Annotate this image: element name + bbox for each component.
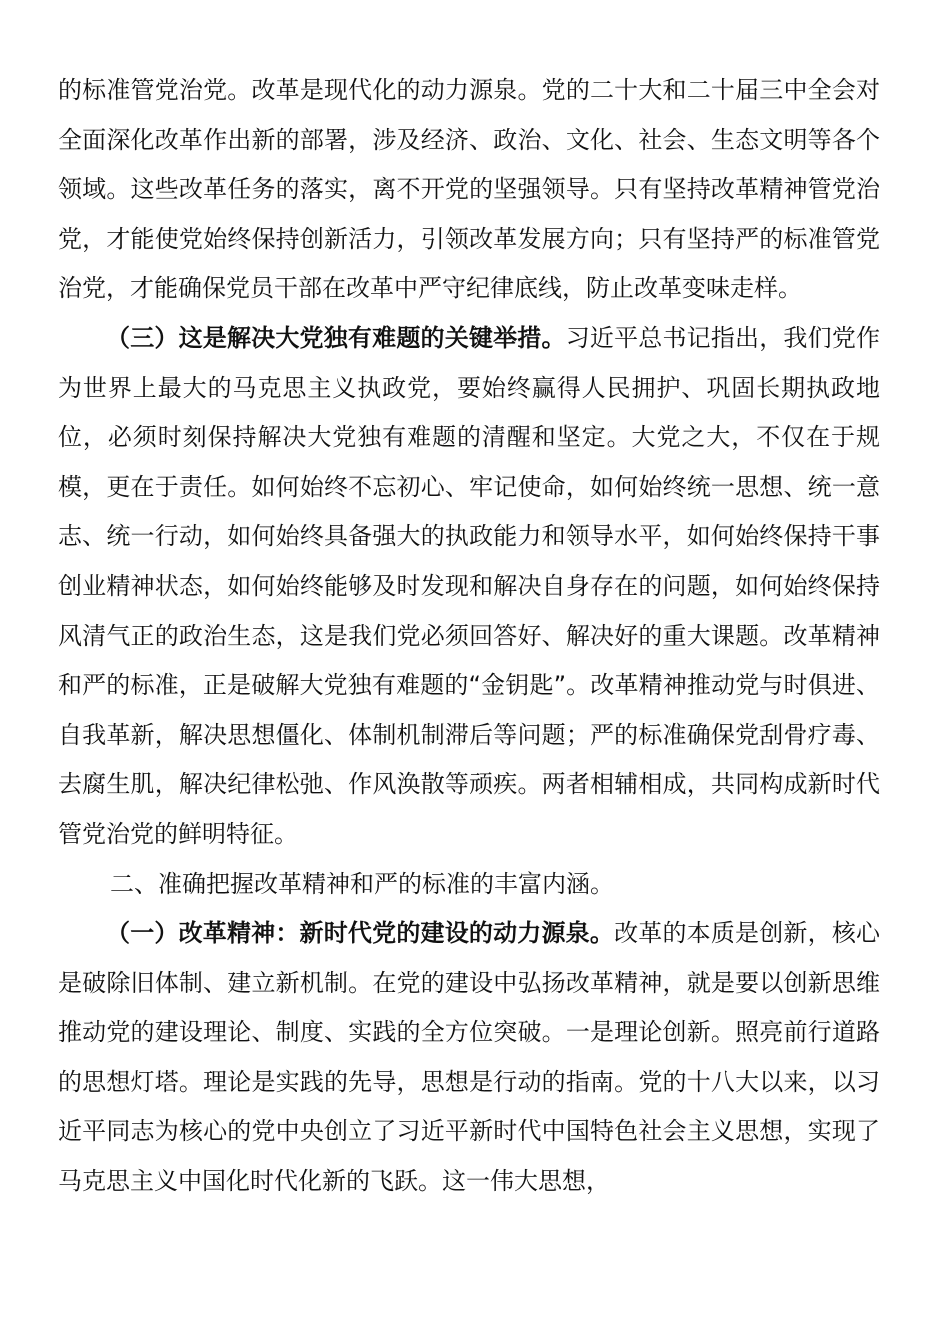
paragraph-section-3: [58, 314, 880, 860]
subsection-1-body: 改革的本质是创新，核心是破除旧体制、建立新机制。在党的建设中弘扬改革精神，就是要以创新思维推动党的建设理论、制度、实践的全方位突破。一是理论创新。照亮前行道路的思想灯塔。理论是实践的先导，思想是行动的指南。党的十八大以来，以习近平同志为核心的党中央创立了习近平新时代中国特色社会主义思想，实现了马克思主义中国化时代化新的飞跃。这一伟大思想，: [58, 919, 881, 1196]
paragraph-intro: 的标准管党治党。改革是现代化的动力源泉。党的二十大和二十届三中全会对全面深化改革作出新的部署，涉及经济、政治、文化、社会、生态文明等各个领域。这些改革任务的落实，离不开党的坚强领导。只有坚持改革精神管党治党，才能使党始终保持创新活力，引领改革发展方向；只有坚持严的标准管党治党，才能确保党员干部在改革中严守纪律底线，防止改革变味走样。: [58, 76, 880, 303]
document-page: [58, 66, 880, 1207]
chapter-2-heading: 二、准确把握改革精神和严的标准的丰富内涵。: [110, 869, 614, 898]
subsection-1-heading: （一）改革精神：新时代党的建设的动力源泉。: [106, 919, 615, 948]
section-3-body: 习近平总书记指出，我们党作为世界上最大的马克思主义执政党，要始终赢得人民拥护、巩固长期执政地位，必须时刻保持解决大党独有难题的清醒和坚定。大党之大，不仅在于规模，更在于责任。如何始终不忘初心、牢记使命，如何始终统一思想、统一意志、统一行动，如何始终具备强大的执政能力和领导水平，如何始终保持干事创业精神状态，如何始终能够及时发现和解决自身存在的问题，如何始终保持风清气正的政治生态，这是我们党必须回答好、解决好的重大课题。改革精神和严的标准，正是破解大党独有难题的“金钥匙”。改革精神推动党与时俱进、自我革新，解决思想僵化、体制机制滞后等问题；严的标准确保党刮骨疗毒、去腐生肌，解决纪律松弛、作风涣散等顽疾。两者相辅相成，共同构成新时代管党治党的鲜明特征。: [58, 323, 881, 848]
section-3-heading: （三）这是解决大党独有难题的关键举措。: [106, 323, 566, 352]
paragraph-subsection-1: [58, 909, 880, 1207]
